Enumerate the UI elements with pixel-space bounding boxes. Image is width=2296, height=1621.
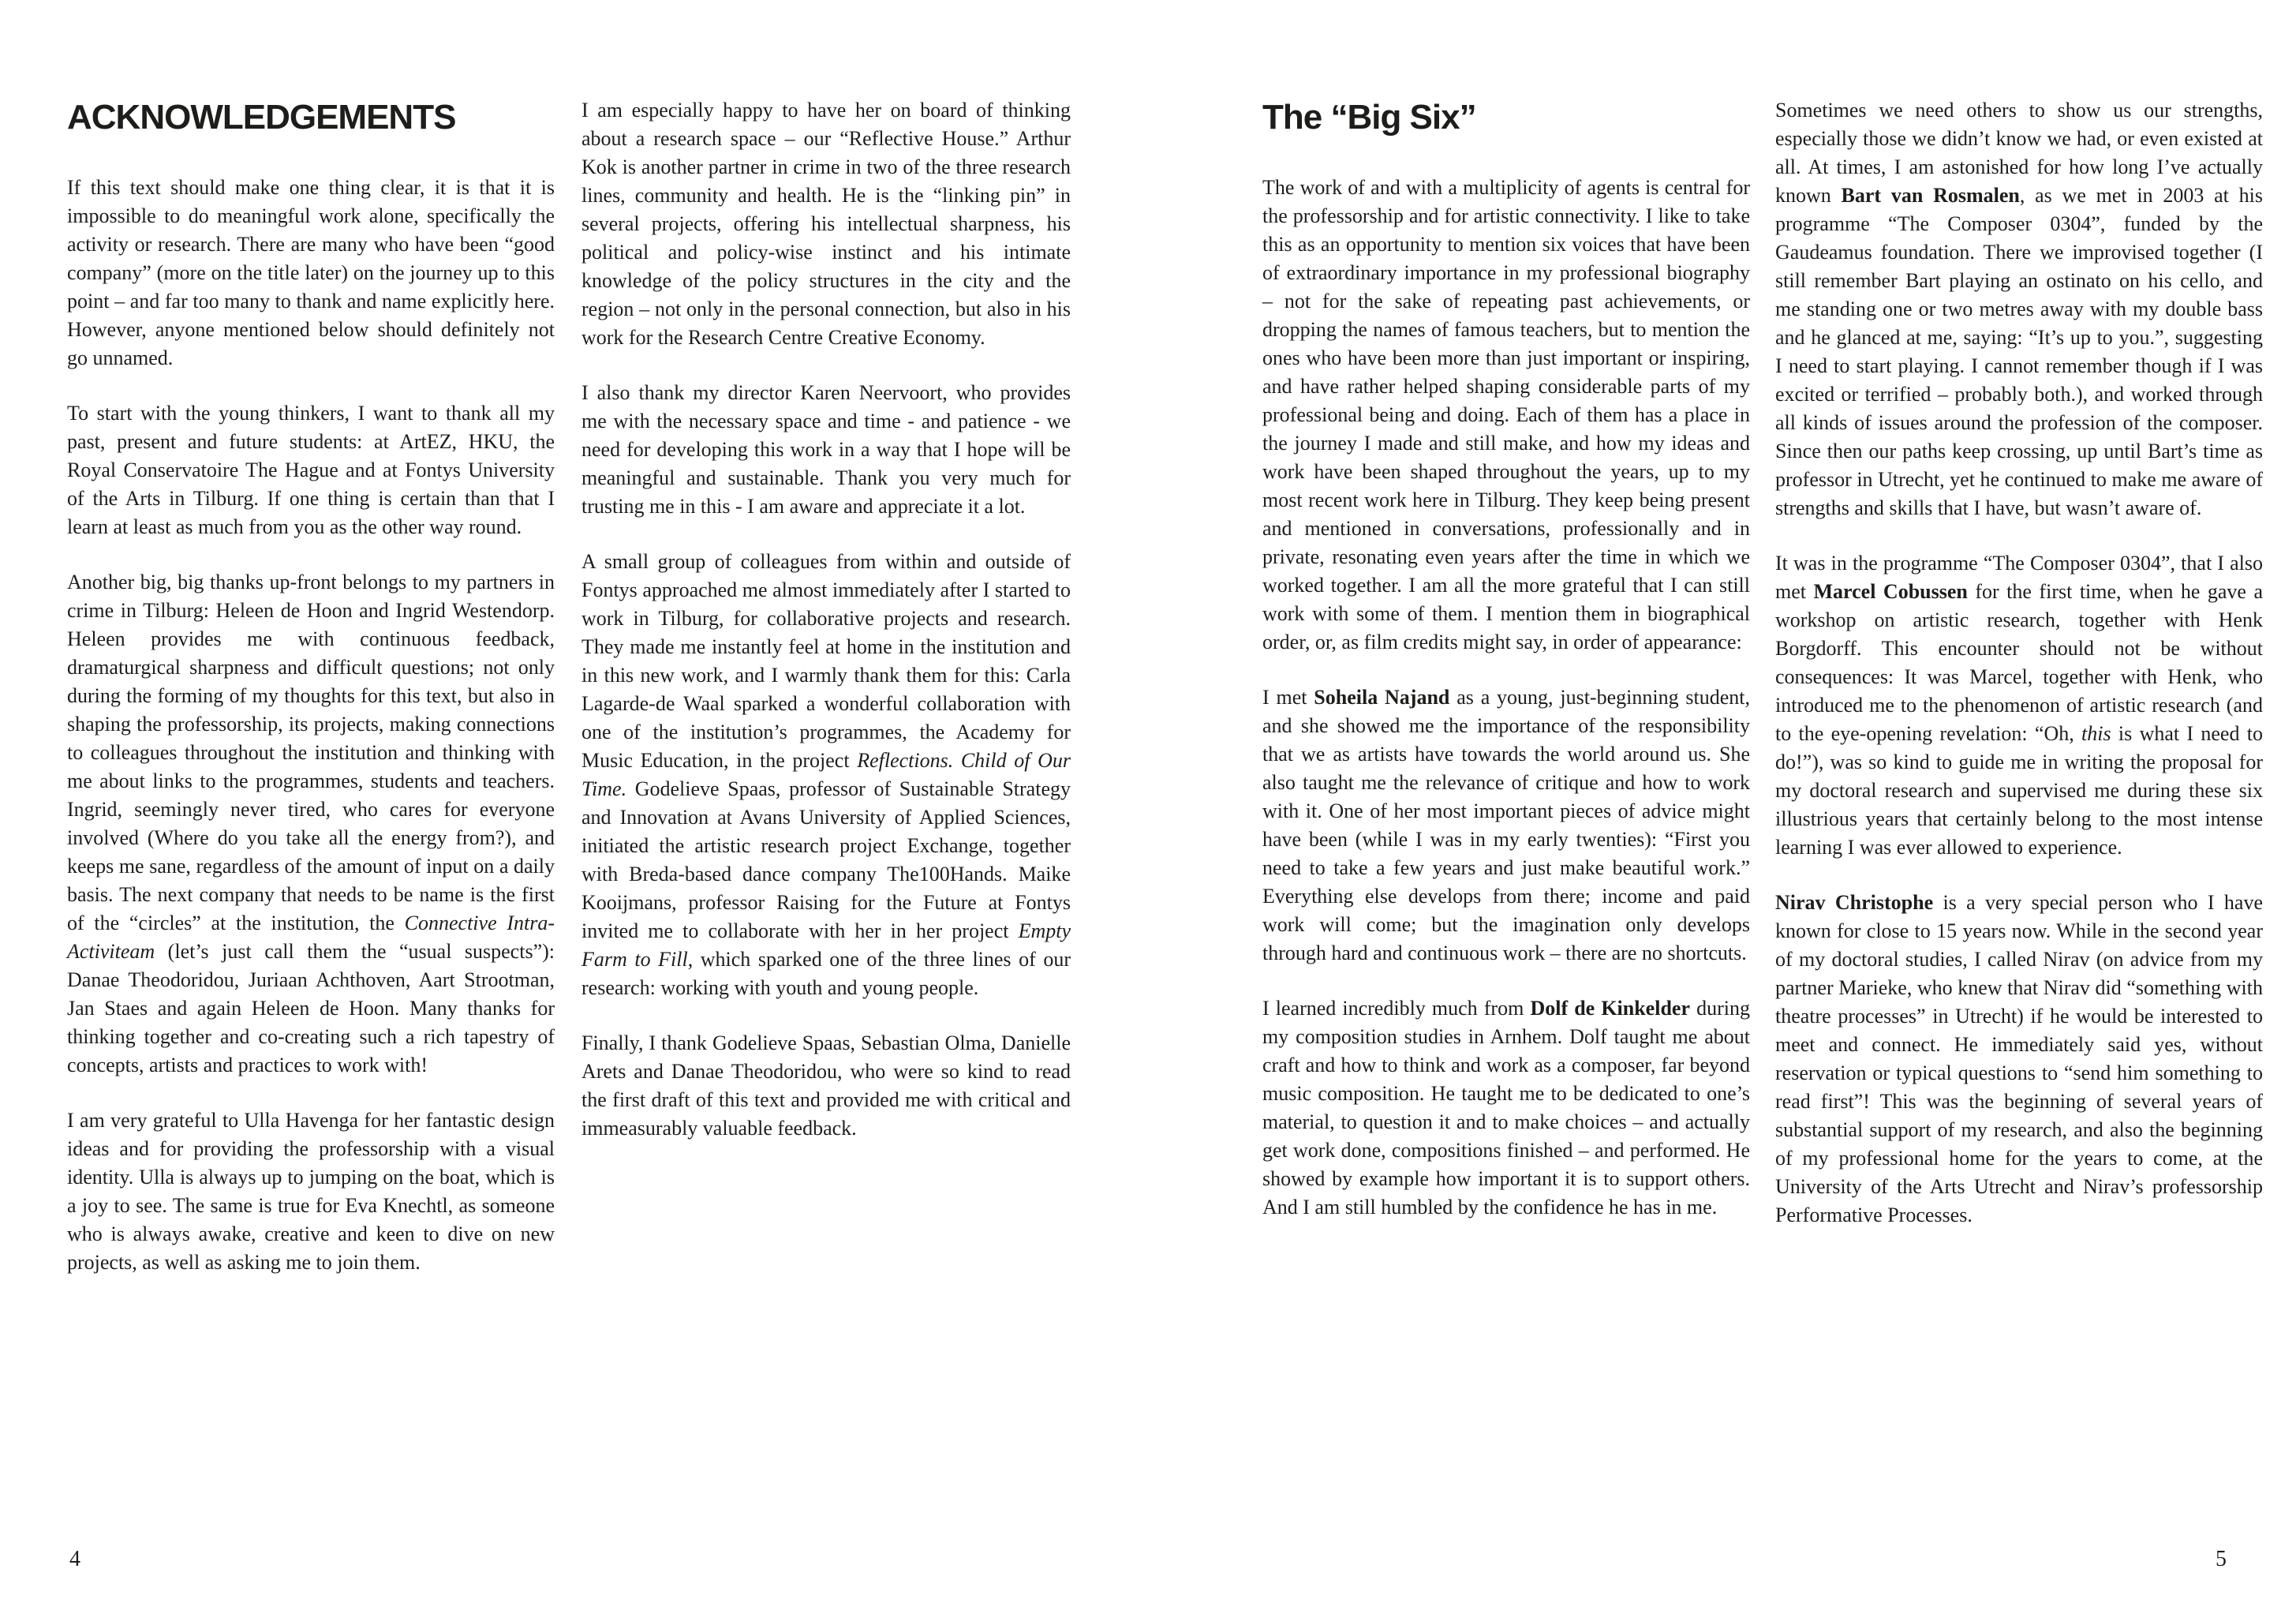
column-body (1775, 96, 2263, 1230)
text-run: I am especially happy to have her on board of thinking about a research space – our “Reflective House.” Arthur Kok is another partner in crime in two of the three research lines, community and health. He is the “linking pin” in several projects, offering his intellectual sharpness, his political and policy-wise instinct and his intimate knowledge of the policy structures in the city and the region – not only in the personal connection, but also in his work for the Research Centre Creative Economy. (581, 99, 1071, 349)
text-run: Connective Intra-Activiteam (67, 912, 555, 963)
column-acknowledgements (67, 99, 555, 1277)
text-run: If this text should make one thing clear, it is that it is impossible to do meaningful work alone, specifically the activity or research. There are many who have been “good company” (more on the title later) on the journey up to this point – and far too many to thank and name explicitly here. However, anyone mentioned below should definitely not go unnamed. (67, 176, 555, 369)
big-six-heading: The “Big Six” (1262, 98, 1476, 137)
text-run: this (2081, 722, 2111, 745)
text-run: Marcel Cobussen (1813, 580, 1968, 603)
text-run: for the first time, when he gave a workshop on artistic research, together with Henk Borgdorff. This encounter should not be without consequences: It was Marcel, together with Henk, who introduced me to the phenomenon of artistic research (and to the eye-opening revelation: “Oh, (1775, 580, 2263, 745)
column-body (581, 96, 1071, 1143)
text-run: Sometimes we need others to show us our strengths, especially those we didn’t know we had, or even existed at all. At times, I am astonished for how long I’ve actually known (1775, 99, 2263, 207)
paragraph (1262, 994, 1750, 1222)
column-big-six-continued (1775, 96, 2263, 1230)
paragraph (1775, 549, 2263, 862)
paragraph (581, 96, 1071, 352)
text-run: , which sparked one of the three lines of our research: working with youth and young people. (581, 948, 1071, 999)
text-run: I learned incredibly much from (1262, 997, 1531, 1020)
paragraph (581, 1029, 1071, 1143)
text-run: I met (1262, 686, 1314, 709)
paragraph (1775, 889, 2263, 1230)
page-number-right: 5 (2216, 1547, 2227, 1571)
text-run: , as we met in 2003 at his programme “The Composer 0304”, funded by the Gaudeamus foundation. There we improvised together (I still remember Bart playing an ostinato on his cello, and me standing one or two metres away with my double bass and he glanced at me, saying: “It’s up to you.”, suggesting I need to start playing. I cannot remember though if I was excited or terrified – probably both.), and worked through all kinds of issues around the profession of the composer. Since then our paths keep crossing, up until Bart’s time as professor in Utrecht, yet he continued to make me aware of strengths and skills that I have, but wasn’t aware of. (1775, 184, 2263, 519)
paragraph (1775, 96, 2263, 522)
paragraph (67, 399, 555, 541)
text-run: Empty Farm to Fill (581, 919, 1071, 971)
text-run: Nirav Christophe (1775, 891, 1934, 914)
text-run: (let’s just call them the “usual suspects”): Danae Theodoridou, Juriaan Achthoven, Aart Strootman, Jan Staes and again Heleen de Hoon. Many thanks for thinking together and co-creating such a rich tapestry of concepts, artists and practices to work with! (67, 940, 555, 1076)
text-run: Soheila Najand (1314, 686, 1450, 709)
paragraph (581, 379, 1071, 521)
paragraph (1262, 683, 1750, 968)
text-run: Dolf de Kinkelder (1530, 997, 1690, 1020)
text-run: I am very grateful to Ulla Havenga for her fantastic design ideas and for providing the professorship with a visual identity. Ulla is always up to jumping on the boat, which is a joy to see. The same is true for Eva Knechtl, as someone who is always awake, creative and keen to dive on new projects, as well as asking me to join them. (67, 1109, 555, 1274)
paragraph (67, 1106, 555, 1277)
text-run: The work of and with a multiplicity of agents is central for the professorship and for artistic connectivity. I like to take this as an opportunity to mention six voices that have been of extraordinary importance in my professional biography – not for the sake of repeating past achievements, or dropping the names of famous teachers, but to mention the ones who have been more than just important or inspiring, and have rather helped shaping considerable parts of my professional being and doing. Each of them has a place in the journey I made and still make, and how my ideas and work have been shaped throughout the years, up to my most recent work here in Tilburg. They keep being present and mentioned in conversations, professionally and in private, resonating even years after the time in which we worked together. I am all the more grateful that I can still work with some of them. I mention them in biographical order, or, as film credits might say, in order of appearance: (1262, 176, 1750, 653)
text-run: To start with the young thinkers, I want to thank all my past, present and future students: at ArtEZ, HKU, the Royal Conservatoire The Hague and at Fontys University of the Arts in Tilburg. If one thing is certain than that I learn at least as much from you as the other way round. (67, 402, 555, 538)
text-run: is what I need to do!”), was so kind to guide me in writing the proposal for my doctoral research and supervised me during these six illustrious years that certainly belong to the most intense learning I was ever allowed to experience. (1775, 722, 2264, 859)
page-number-left: 4 (69, 1547, 80, 1571)
text-run: I also thank my director Karen Neervoort, who provides me with the necessary space and time - and patience - we need for developing this work in a way that I hope will be meaningful and sustainable. Thank you very much for trusting me in this - I am aware and appreciate it a lot. (581, 381, 1071, 518)
text-run: Godelieve Spaas, professor of Sustainable Strategy and Innovation at Avans University of Applied Sciences, initiated the artistic research project Exchange, together with Breda-based dance company The100Hands. Maike Kooijmans, professor Raising for the Future at Fontys invited me to collaborate with her in her project (581, 777, 1071, 942)
column-body (67, 174, 555, 1277)
paragraph (67, 568, 555, 1080)
text-run: Reflections. Child of Our Time. (581, 749, 1071, 800)
text-run: Another big, big thanks up-front belongs to my partners in crime in Tilburg: Heleen de Hoon and Ingrid Westendorp. Heleen provides me with continuous feedback, dramaturgical sharpness and difficult questions; not only during the forming of my thoughts for this text, but also in shaping the professorship, its projects, making connections to colleagues throughout the institution and thinking with me about links to the programmes, students and teachers. Ingrid, seemingly never tired, who cares for everyone involved (Where do you take all the energy from?), and keeps me sane, regardless of the amount of input on a daily basis. The next company that needs to be name is the first of the “circles” at the institution, the (67, 571, 555, 934)
text-run: A small group of colleagues from within and outside of Fontys approached me almost immediately after I started to work in Tilburg, for collaborative projects and research. They made me instantly feel at home in the institution and in this new work, and I warmly thank them for this: Carla Lagarde-de Waal sparked a wonderful collaboration with one of the institution’s programmes, the Academy for Music Education, in the project (581, 550, 1071, 772)
paragraph (581, 548, 1071, 1002)
acknowledgements-heading: ACKNOWLEDGEMENTS (67, 98, 456, 137)
paragraph (1262, 174, 1750, 657)
text-run: It was in the programme “The Composer 0304”, that I also met (1775, 552, 2263, 603)
column-acknowledgements-continued (581, 96, 1071, 1143)
paragraph (67, 174, 555, 372)
text-run: Finally, I thank Godelieve Spaas, Sebastian Olma, Danielle Arets and Danae Theodoridou, who were so kind to read the first draft of this text and provided me with critical and immeasurably valuable feedback. (581, 1031, 1071, 1140)
text-run: is a very special person who I have known for close to 15 years now. While in the second year of my doctoral studies, I called Nirav (on advice from my partner Marieke, who knew that Nirav did “something with theatre processes” in Utrecht) if he would be interested to meet and connect. He immediately said yes, without reservation or typical questions to “send him something to read first”! This was the beginning of several years of substantial support of my research, and also the beginning of my professional home for the years to come, at the University of the Arts Utrecht and Nirav’s professorship Performative Processes. (1775, 891, 2263, 1226)
column-body (1262, 174, 1750, 1222)
column-big-six (1262, 99, 1750, 1222)
text-run: Bart van Rosmalen (1841, 184, 2020, 207)
text-run: as a young, just-beginning student, and she showed me the importance of the responsibility that we as artists have towards the world around us. She also taught me the relevance of critique and how to work with it. One of her most important pieces of advice might have been (while I was in my early twenties): “First you need to take a few years and just make beautiful work.” Everything else develops from there; income and paid work will come; but the imagination only develops through hard and continuous work – there are no shortcuts. (1262, 686, 1751, 964)
text-run: during my composition studies in Arnhem. Dolf taught me about craft and how to think and work as a composer, far beyond music composition. He taught me to be dedicated to one’s material, to question it and to make choices – and actually get work done, compositions finished – and performed. He showed by example how important it is to support others. And I am still humbled by the confidence he has in me. (1262, 997, 1750, 1219)
